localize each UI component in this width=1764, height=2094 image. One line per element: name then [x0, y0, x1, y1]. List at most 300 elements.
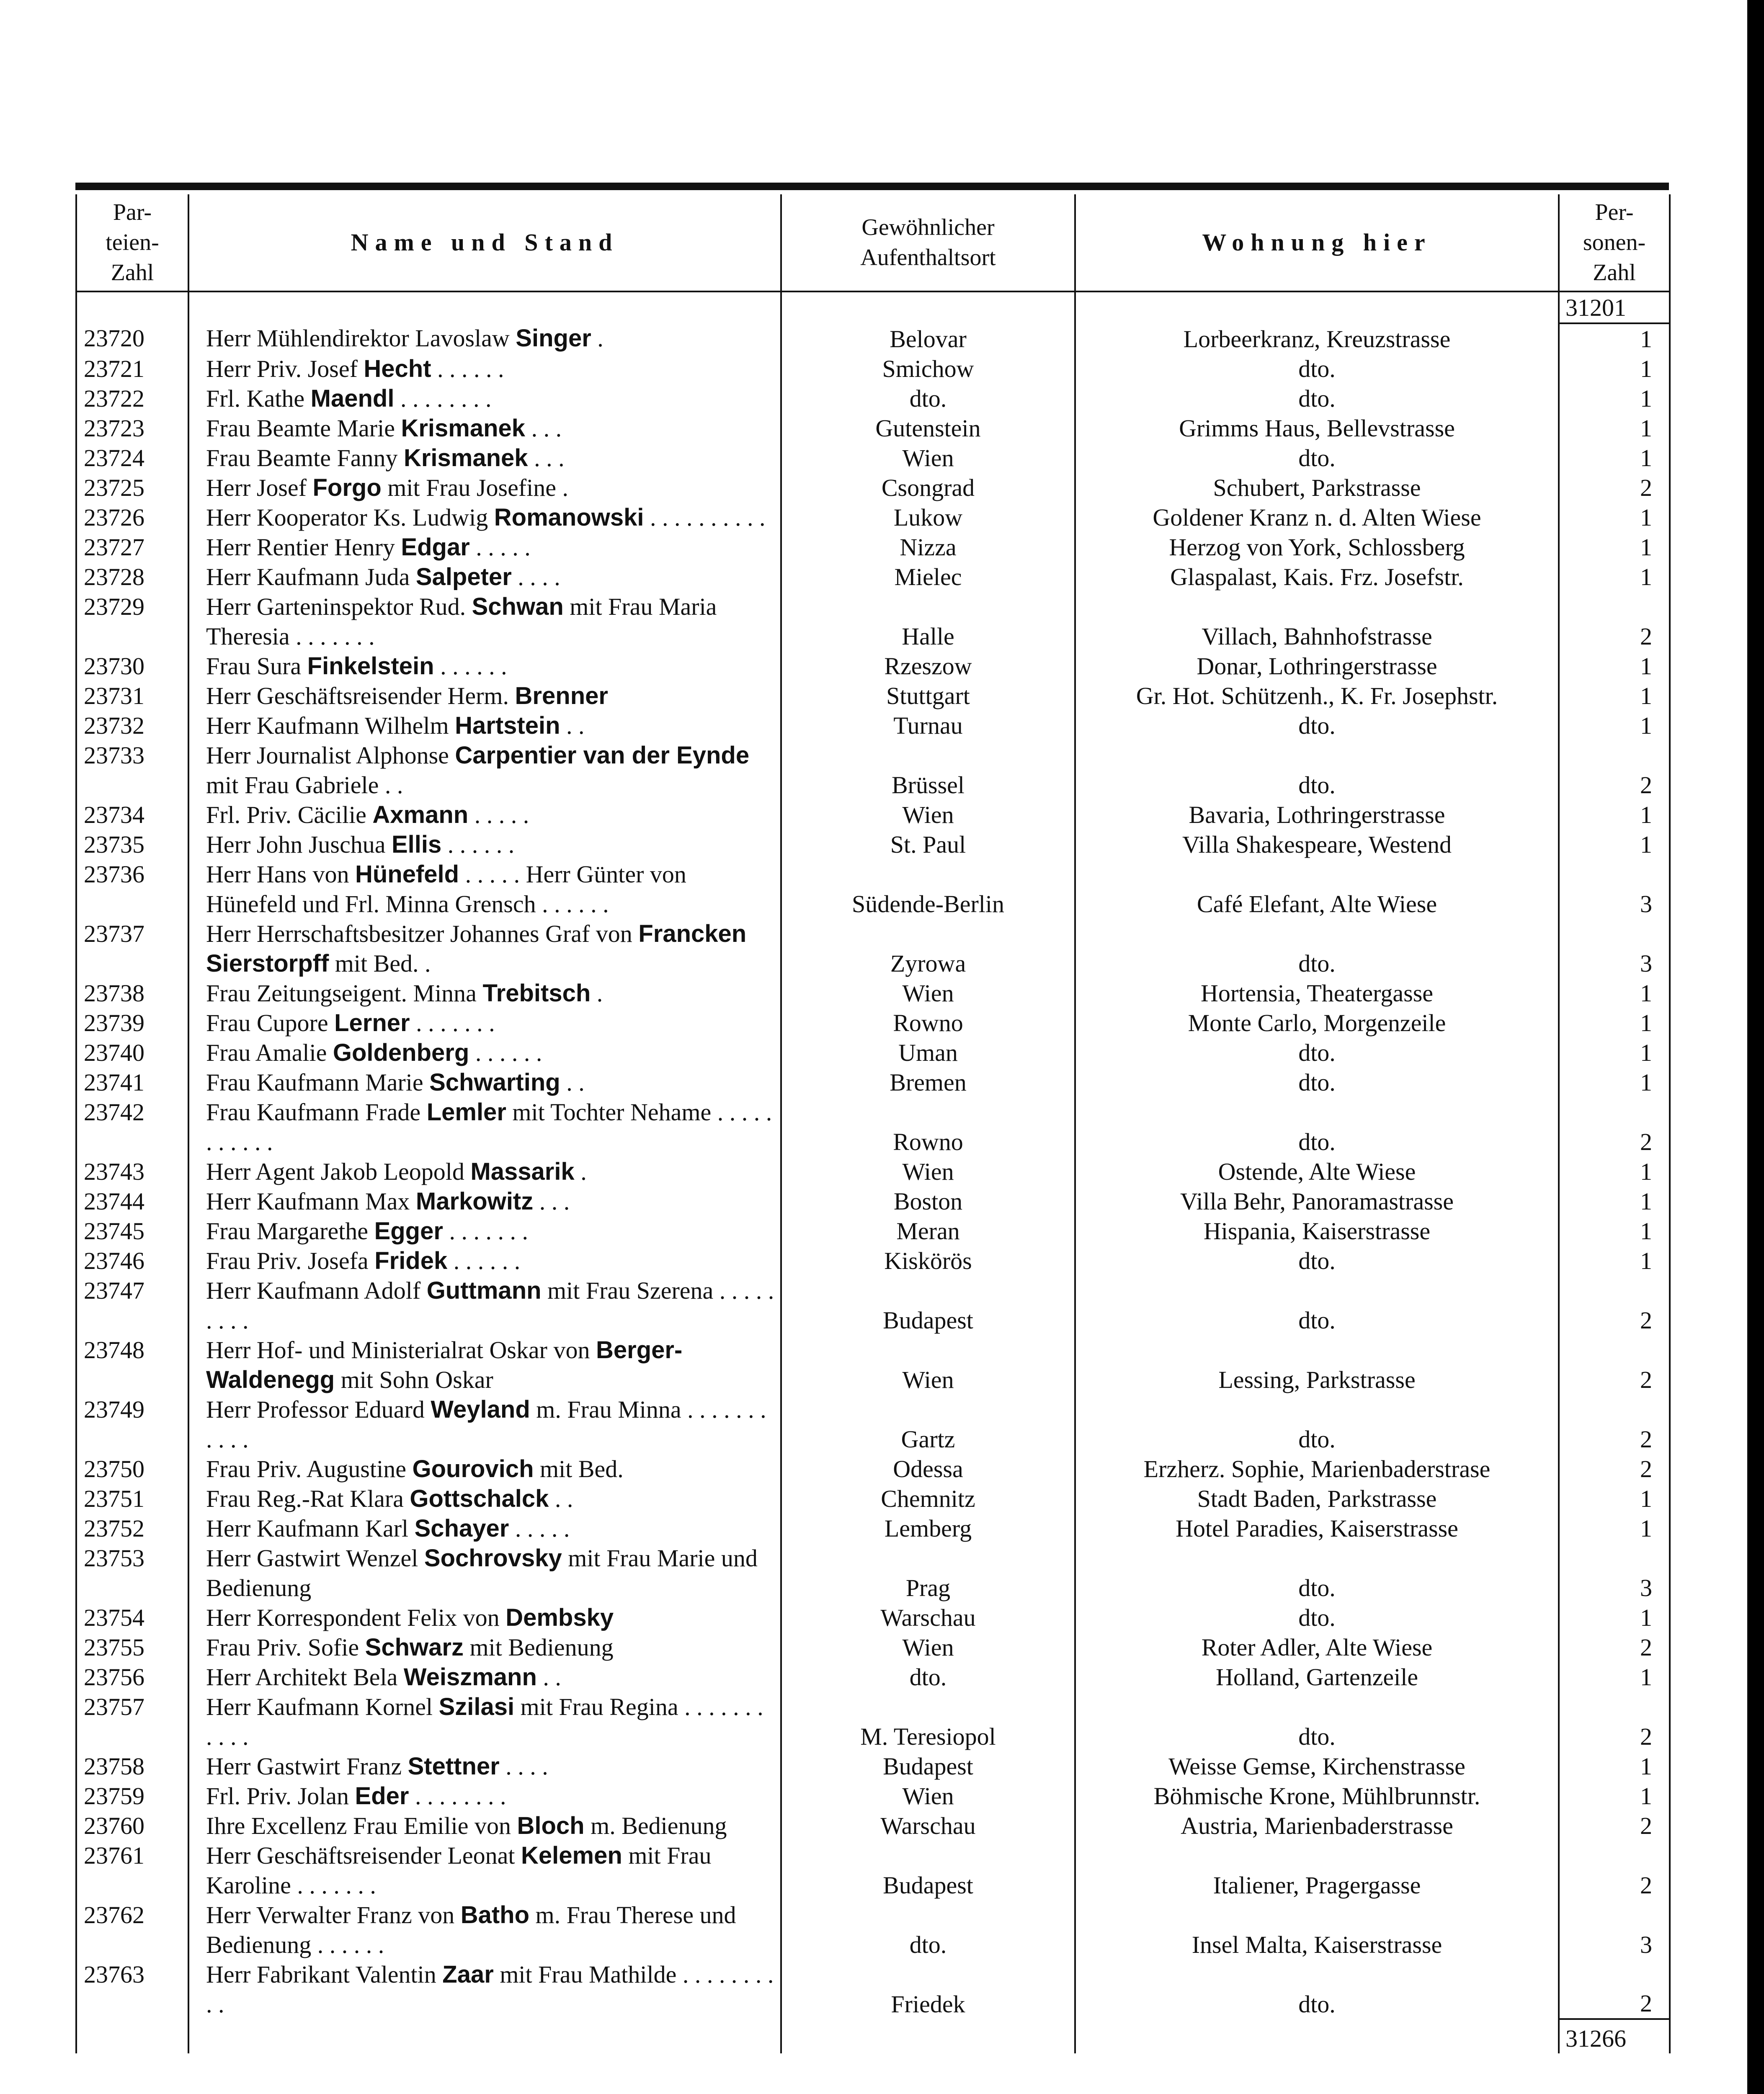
- home-town: Warschau: [781, 1811, 1075, 1841]
- guest-suffix: . . . . . .: [447, 1247, 521, 1274]
- guest-name-and-status: [188, 1157, 781, 1186]
- person-count: 1: [1559, 1603, 1670, 1632]
- home-town: Prag: [781, 1543, 1075, 1603]
- person-count: 1: [1559, 1751, 1670, 1781]
- guest-suffix: . .: [560, 712, 585, 739]
- guest-title: Frau Kaufmann Marie: [206, 1069, 430, 1096]
- guest-title: Herr Gastwirt Franz: [206, 1753, 408, 1780]
- carry-over-total: 31201: [1559, 291, 1670, 323]
- register-row: [76, 532, 1670, 562]
- register-row: [76, 592, 1670, 651]
- guest-name-and-status: [188, 1068, 781, 1097]
- local-address: dto.: [1075, 1097, 1559, 1157]
- guest-surname: Weiszmann: [403, 1663, 537, 1691]
- party-number: 23755: [76, 1632, 188, 1662]
- home-town: Rowno: [781, 1097, 1075, 1157]
- guest-surname: Bloch: [517, 1812, 585, 1839]
- guest-suffix: mit Bed.: [534, 1455, 624, 1483]
- guest-name-and-status: [188, 681, 781, 711]
- person-count: 1: [1559, 1246, 1670, 1276]
- guest-title: Herr Kaufmann Adolf: [206, 1277, 427, 1304]
- register-row: [76, 354, 1670, 384]
- home-town: Zyrowa: [781, 919, 1075, 978]
- guest-title: Herr Kaufmann Kornel: [206, 1693, 439, 1720]
- guest-suffix: mit Frau Regina . . . . . . . . . . .: [206, 1693, 763, 1750]
- home-town: dto.: [781, 1900, 1075, 1960]
- home-town: Rzeszow: [781, 651, 1075, 681]
- person-count: 1: [1559, 1008, 1670, 1038]
- person-count: 1: [1559, 1186, 1670, 1216]
- guest-name-and-status: [188, 1484, 781, 1514]
- person-count: 1: [1559, 1484, 1670, 1514]
- local-address: Monte Carlo, Morgenzeile: [1075, 1008, 1559, 1038]
- party-number: 23751: [76, 1484, 188, 1514]
- person-count: 3: [1559, 919, 1670, 978]
- guest-title: Herr Kooperator Ks. Ludwig: [206, 504, 494, 531]
- guest-suffix: . .: [549, 1485, 573, 1512]
- guest-name-and-status: [188, 800, 781, 830]
- guest-surname: Francken Sierstorpff: [206, 920, 747, 977]
- party-number: 23726: [76, 503, 188, 532]
- person-count: 2: [1559, 1811, 1670, 1841]
- guest-title: Herr Verwalter Franz von: [206, 1901, 461, 1929]
- guest-name-and-status: [188, 413, 781, 443]
- party-number: 23758: [76, 1751, 188, 1781]
- guest-name-and-status: [188, 1246, 781, 1276]
- guest-title: Frau Zeitungseigent. Minna: [206, 980, 483, 1007]
- guest-title: Herr Geschäftsreisender Leonat: [206, 1842, 521, 1869]
- register-row: [76, 1543, 1670, 1603]
- guest-name-and-status: [188, 1097, 781, 1157]
- person-count: 1: [1559, 711, 1670, 740]
- register-row: [76, 1216, 1670, 1246]
- guest-title: Herr Kaufmann Wilhelm: [206, 712, 455, 739]
- home-town: Nizza: [781, 532, 1075, 562]
- guest-name-and-status: [188, 978, 781, 1008]
- guest-suffix: . . . .: [499, 1753, 548, 1780]
- guest-surname: Dembsky: [505, 1604, 614, 1631]
- home-town: Kiskörös: [781, 1246, 1075, 1276]
- guest-surname: Egger: [374, 1217, 443, 1245]
- guest-title: Frau Priv. Sofie: [206, 1634, 365, 1661]
- guest-title: Frau Kaufmann Frade: [206, 1099, 427, 1126]
- person-count: 2: [1559, 1097, 1670, 1157]
- guest-name-and-status: [188, 443, 781, 473]
- guest-surname: Markowitz: [415, 1188, 534, 1215]
- home-town: Wien: [781, 978, 1075, 1008]
- guest-title: Herr Herrschaftsbesitzer Johannes Graf von: [206, 920, 639, 947]
- person-count: 1: [1559, 830, 1670, 859]
- guest-surname: Axmann: [372, 801, 469, 828]
- register-row: [76, 1841, 1670, 1900]
- guest-name-and-status: [188, 711, 781, 740]
- home-town: Chemnitz: [781, 1484, 1075, 1514]
- guest-surname: Goldenberg: [333, 1039, 469, 1066]
- guest-name-and-status: [188, 592, 781, 651]
- guest-surname: Berger-Waldenegg: [206, 1336, 683, 1393]
- guest-surname: Edgar: [401, 534, 470, 561]
- party-number: 23753: [76, 1543, 188, 1603]
- guest-surname: Maendl: [310, 385, 395, 412]
- guest-suffix: . . .: [528, 444, 565, 472]
- home-town: Budapest: [781, 1276, 1075, 1335]
- party-number: 23738: [76, 978, 188, 1008]
- home-town: St. Paul: [781, 830, 1075, 859]
- home-town: Lemberg: [781, 1514, 1075, 1543]
- local-address: Hotel Paradies, Kaiserstrasse: [1075, 1514, 1559, 1543]
- person-count: 1: [1559, 532, 1670, 562]
- guest-title: Frau Beamte Marie: [206, 415, 401, 442]
- local-address: Donar, Lothringerstrasse: [1075, 651, 1559, 681]
- local-address: Café Elefant, Alte Wiese: [1075, 859, 1559, 919]
- page-total: 31266: [1559, 2019, 1670, 2053]
- local-address: dto.: [1075, 1692, 1559, 1751]
- guest-name-and-status: [188, 1454, 781, 1484]
- local-address: dto.: [1075, 711, 1559, 740]
- home-town: M. Teresiopol: [781, 1692, 1075, 1751]
- register-row: [76, 1157, 1670, 1186]
- local-address: Böhmische Krone, Mühlbrunnstr.: [1075, 1781, 1559, 1811]
- person-count: 2: [1559, 1841, 1670, 1900]
- header-name-und-stand: Name und Stand: [188, 194, 781, 291]
- local-address: Hispania, Kaiserstrasse: [1075, 1216, 1559, 1246]
- person-count: 1: [1559, 384, 1670, 413]
- guest-suffix: .: [574, 1158, 587, 1185]
- guest-name-and-status: [188, 1038, 781, 1068]
- guest-suffix: . .: [536, 1663, 561, 1691]
- register-row: [76, 1335, 1670, 1395]
- guest-name-and-status: [188, 323, 781, 354]
- header-wohnung-hier: Wohnung hier: [1075, 194, 1559, 291]
- party-number: 23748: [76, 1335, 188, 1395]
- register-row: [76, 1246, 1670, 1276]
- home-town: Wien: [781, 1632, 1075, 1662]
- guest-suffix: . . . . . .: [469, 1039, 542, 1066]
- home-town: Wien: [781, 800, 1075, 830]
- local-address: dto.: [1075, 384, 1559, 413]
- guest-surname: Stettner: [407, 1753, 500, 1780]
- guest-name-and-status: [188, 1603, 781, 1632]
- guest-surname: Romanowski: [494, 504, 644, 531]
- guest-suffix: . . . . . .: [434, 652, 507, 680]
- local-address: Lorbeerkranz, Kreuzstrasse: [1075, 323, 1559, 354]
- guest-name-and-status: [188, 562, 781, 592]
- party-number: 23742: [76, 1097, 188, 1157]
- guest-title: Frl. Priv. Jolan: [206, 1782, 355, 1810]
- guest-suffix: mit Frau Szerena . . . . . . . . .: [206, 1277, 774, 1334]
- guest-suffix: m. Frau Minna . . . . . . . . . . .: [206, 1396, 766, 1453]
- guest-name-and-status: [188, 1216, 781, 1246]
- person-count: 1: [1559, 1038, 1670, 1068]
- guest-surname: Sochrovsky: [424, 1545, 562, 1572]
- guest-title: Frau Cupore: [206, 1009, 335, 1037]
- person-count: 1: [1559, 800, 1670, 830]
- person-count: 3: [1559, 859, 1670, 919]
- person-count: 2: [1559, 1454, 1670, 1484]
- party-number: 23743: [76, 1157, 188, 1186]
- guest-name-and-status: [188, 1335, 781, 1395]
- top-rule: [75, 183, 1669, 190]
- party-number: 23724: [76, 443, 188, 473]
- party-number: 23733: [76, 740, 188, 800]
- guest-surname: Gottschalck: [410, 1485, 549, 1512]
- guest-surname: Zaar: [442, 1961, 494, 1988]
- register-row: [76, 1603, 1670, 1632]
- home-town: dto.: [781, 384, 1075, 413]
- register-row: [76, 1395, 1670, 1454]
- register-row: [76, 1692, 1670, 1751]
- guest-title: Frl. Priv. Cäcilie: [206, 801, 373, 828]
- guest-title: Herr Gastwirt Wenzel: [206, 1545, 424, 1572]
- guest-title: Herr Korrespondent Felix von: [206, 1604, 506, 1631]
- local-address: Italiener, Pragergasse: [1075, 1841, 1559, 1900]
- guest-surname: Weyland: [431, 1396, 530, 1423]
- person-count: 1: [1559, 1157, 1670, 1186]
- local-address: Insel Malta, Kaiserstrasse: [1075, 1900, 1559, 1960]
- party-number: 23734: [76, 800, 188, 830]
- guest-title: Frau Margarethe: [206, 1217, 374, 1245]
- party-number: 23747: [76, 1276, 188, 1335]
- home-town: Warschau: [781, 1603, 1075, 1632]
- party-number: 23725: [76, 473, 188, 503]
- local-address: Grimms Haus, Bellevstrasse: [1075, 413, 1559, 443]
- person-count: 1: [1559, 1662, 1670, 1692]
- party-number: 23732: [76, 711, 188, 740]
- guest-suffix: . . . . . . . . . .: [644, 504, 766, 531]
- header-aufenthaltsort: Gewöhnlicher Aufenthaltsort: [781, 194, 1075, 291]
- person-count: 2: [1559, 592, 1670, 651]
- home-town: Wien: [781, 1781, 1075, 1811]
- guest-suffix: mit Bed. .: [329, 950, 431, 977]
- guest-title: Herr Priv. Josef: [206, 355, 364, 382]
- total-row: [76, 2019, 1670, 2053]
- person-count: 1: [1559, 443, 1670, 473]
- guest-surname: Salpeter: [415, 563, 512, 591]
- register-row: [76, 711, 1670, 740]
- party-number: 23722: [76, 384, 188, 413]
- local-address: Holland, Gartenzeile: [1075, 1662, 1559, 1692]
- home-town: Wien: [781, 443, 1075, 473]
- register-row: [76, 1008, 1670, 1038]
- guest-title: Herr John Juschua: [206, 831, 392, 858]
- register-row: [76, 1632, 1670, 1662]
- home-town: Budapest: [781, 1841, 1075, 1900]
- register-row: [76, 1454, 1670, 1484]
- guest-surname: Szilasi: [438, 1693, 515, 1720]
- guest-name-and-status: [188, 1395, 781, 1454]
- home-town: Gartz: [781, 1395, 1075, 1454]
- guest-surname: Singer: [516, 325, 591, 352]
- person-count: 1: [1559, 651, 1670, 681]
- guest-suffix: . . . . . Herr Günter von Hünefeld und Frl. Minna Grensch . . . . . .: [206, 861, 686, 918]
- guest-title: Herr Rentier Henry: [206, 534, 401, 561]
- guest-surname: Gourovich: [412, 1455, 534, 1483]
- guest-title: Herr Hans von: [206, 861, 355, 888]
- person-count: 2: [1559, 1335, 1670, 1395]
- person-count: 2: [1559, 1692, 1670, 1751]
- person-count: 1: [1559, 503, 1670, 532]
- guest-title: Frl. Kathe: [206, 385, 311, 412]
- scan-border-right: [1747, 0, 1764, 2094]
- party-number: 23735: [76, 830, 188, 859]
- guest-surname: Batho: [460, 1901, 530, 1929]
- guest-surname: Schwarz: [365, 1634, 464, 1661]
- party-number: 23762: [76, 1900, 188, 1960]
- guest-title: Frau Priv. Josefa: [206, 1247, 375, 1274]
- guest-suffix: m. Bedienung: [584, 1812, 727, 1839]
- register-row: [76, 1900, 1670, 1960]
- guest-name-and-status: [188, 503, 781, 532]
- guest-surname: Lerner: [334, 1009, 410, 1037]
- guest-surname: Krismanek: [403, 444, 528, 472]
- home-town: Brüssel: [781, 740, 1075, 800]
- home-town: Wien: [781, 1335, 1075, 1395]
- person-count: 1: [1559, 978, 1670, 1008]
- local-address: dto.: [1075, 1543, 1559, 1603]
- local-address: dto.: [1075, 1960, 1559, 2019]
- home-town: Belovar: [781, 323, 1075, 354]
- party-number: 23759: [76, 1781, 188, 1811]
- party-number: 23741: [76, 1068, 188, 1097]
- register-row: [76, 503, 1670, 532]
- party-number: 23745: [76, 1216, 188, 1246]
- person-count: 1: [1559, 1781, 1670, 1811]
- register-row: [76, 859, 1670, 919]
- register-row: [76, 1960, 1670, 2019]
- guest-name-and-status: [188, 473, 781, 503]
- guest-name-and-status: [188, 1662, 781, 1692]
- register-row: [76, 830, 1670, 859]
- local-address: Ostende, Alte Wiese: [1075, 1157, 1559, 1186]
- home-town: Meran: [781, 1216, 1075, 1246]
- guest-name-and-status: [188, 354, 781, 384]
- guest-name-and-status: [188, 1008, 781, 1038]
- register-row: [76, 1781, 1670, 1811]
- guest-suffix: mit Frau Marie und Bedienung: [206, 1545, 758, 1601]
- person-count: 1: [1559, 681, 1670, 711]
- local-address: Glaspalast, Kais. Frz. Josefstr.: [1075, 562, 1559, 592]
- guest-title: Herr Kaufmann Juda: [206, 563, 416, 591]
- party-number: 23729: [76, 592, 188, 651]
- guest-suffix: mit Frau Josefine .: [381, 474, 568, 501]
- home-town: Boston: [781, 1186, 1075, 1216]
- register-row: [76, 384, 1670, 413]
- header-personen-zahl: Per- sonen- Zahl: [1559, 194, 1670, 291]
- local-address: Stadt Baden, Parkstrasse: [1075, 1484, 1559, 1514]
- local-address: dto.: [1075, 1395, 1559, 1454]
- guest-title: Herr Hof- und Ministerialrat Oskar von: [206, 1336, 596, 1364]
- local-address: dto.: [1075, 354, 1559, 384]
- local-address: dto.: [1075, 1276, 1559, 1335]
- guest-surname: Hecht: [364, 355, 431, 382]
- guest-title: Herr Architekt Bela: [206, 1663, 404, 1691]
- person-count: 2: [1559, 1960, 1670, 2019]
- register-row: [76, 473, 1670, 503]
- party-number: 23763: [76, 1960, 188, 2019]
- party-number: 23736: [76, 859, 188, 919]
- guest-title: Frau Amalie: [206, 1039, 333, 1066]
- local-address: Schubert, Parkstrasse: [1075, 473, 1559, 503]
- guest-title: Frau Sura: [206, 652, 307, 680]
- guest-title: Herr Garteninspektor Rud.: [206, 593, 472, 620]
- guest-surname: Schwan: [472, 593, 564, 620]
- guest-surname: Trebitsch: [482, 980, 591, 1007]
- register-row: [76, 1068, 1670, 1097]
- register-row: [76, 443, 1670, 473]
- guest-name-and-status: [188, 532, 781, 562]
- guest-surname: Massarik: [470, 1158, 575, 1185]
- guest-surname: Krismanek: [401, 415, 526, 442]
- register-row: [76, 562, 1670, 592]
- guest-title: Herr Agent Jakob Leopold: [206, 1158, 471, 1185]
- guest-surname: Finkelstein: [307, 652, 434, 680]
- guest-title: Frau Reg.-Rat Klara: [206, 1485, 410, 1512]
- local-address: Bavaria, Lothringerstrasse: [1075, 800, 1559, 830]
- local-address: Erzherz. Sophie, Marienbaderstrase: [1075, 1454, 1559, 1484]
- party-number: 23746: [76, 1246, 188, 1276]
- guest-suffix: . . . . . . . .: [409, 1782, 506, 1810]
- home-town: Turnau: [781, 711, 1075, 740]
- guest-surname: Schwarting: [429, 1069, 560, 1096]
- local-address: dto.: [1075, 1246, 1559, 1276]
- register-row: [76, 919, 1670, 978]
- home-town: Halle: [781, 592, 1075, 651]
- home-town: Mielec: [781, 562, 1075, 592]
- party-number: 23744: [76, 1186, 188, 1216]
- local-address: dto.: [1075, 1038, 1559, 1068]
- guest-surname: Brenner: [515, 682, 608, 709]
- register-row: [76, 800, 1670, 830]
- register-row: [76, 1097, 1670, 1157]
- guest-title: Ihre Excellenz Frau Emilie von: [206, 1812, 517, 1839]
- guest-title: Herr Kaufmann Max: [206, 1188, 416, 1215]
- guest-suffix: . .: [560, 1069, 585, 1096]
- party-number: 23731: [76, 681, 188, 711]
- party-number: 23730: [76, 651, 188, 681]
- guest-name-and-status: [188, 384, 781, 413]
- party-number: 23749: [76, 1395, 188, 1454]
- guest-suffix: . . .: [533, 1188, 570, 1215]
- guest-suffix: .: [591, 980, 603, 1007]
- party-number: 23750: [76, 1454, 188, 1484]
- guest-suffix: . . . . . . . .: [394, 385, 492, 412]
- party-number: 23721: [76, 354, 188, 384]
- guest-suffix: mit Frau Maria Theresia . . . . . . .: [206, 593, 717, 650]
- guest-name-and-status: [188, 1276, 781, 1335]
- guest-title: Herr Fabrikant Valentin: [206, 1961, 443, 1988]
- register-row: [76, 323, 1670, 354]
- guest-surname: Hartstein: [455, 712, 560, 739]
- guest-name-and-status: [188, 830, 781, 859]
- party-number: 23727: [76, 532, 188, 562]
- home-town: dto.: [781, 1662, 1075, 1692]
- local-address: Weisse Gemse, Kirchenstrasse: [1075, 1751, 1559, 1781]
- guest-name-and-status: [188, 1186, 781, 1216]
- guest-name-and-status: [188, 1514, 781, 1543]
- guest-suffix: . . . . . .: [441, 831, 515, 858]
- guest-name-and-status: [188, 651, 781, 681]
- guest-suffix: mit Tochter Nehame . . . . . . . . . . .: [206, 1099, 772, 1155]
- guest-surname: Eder: [355, 1782, 409, 1810]
- guest-surname: Lemler: [426, 1099, 506, 1126]
- guest-suffix: . . . . . . .: [443, 1217, 528, 1245]
- register-row: [76, 413, 1670, 443]
- carry-over-row: [76, 291, 1670, 323]
- guest-surname: Ellis: [391, 831, 442, 858]
- register-row: [76, 1276, 1670, 1335]
- person-count: 2: [1559, 1276, 1670, 1335]
- home-town: Csongrad: [781, 473, 1075, 503]
